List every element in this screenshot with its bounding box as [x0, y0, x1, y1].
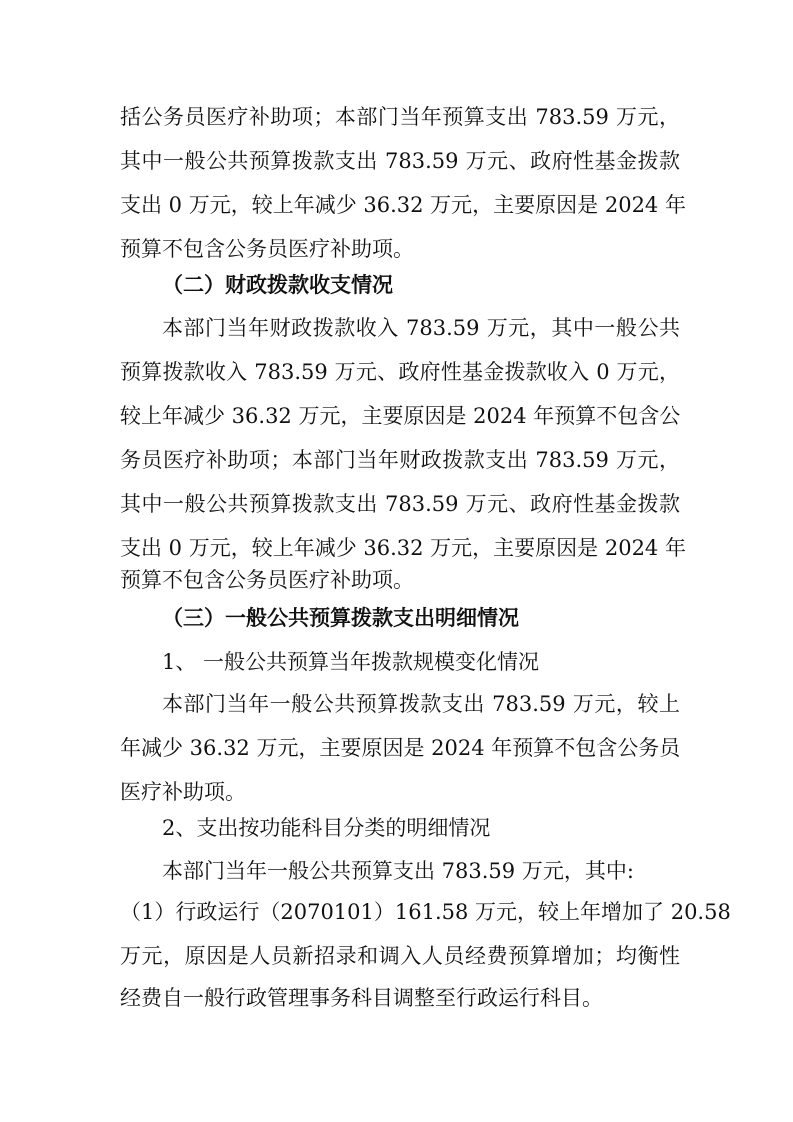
- paragraph-line: 其中一般公共预算拨款支出 783.59 万元、政府性基金拨款: [120, 149, 680, 173]
- paragraph-line: 经费自一般行政管理事务科目调整至行政运行科目。: [120, 986, 603, 1010]
- subheading-2: 2、支出按功能科目分类的明细情况: [162, 816, 491, 840]
- paragraph-line: 其中一般公共预算拨款支出 783.59 万元、政府性基金拨款: [120, 492, 680, 516]
- paragraph-line: 预算不包含公务员医疗补助项。: [120, 237, 414, 261]
- paragraph-line: 预算不包含公务员医疗补助项。: [120, 568, 414, 592]
- paragraph-line: 年减少 36.32 万元，主要原因是 2024 年预算不包含公务员: [120, 736, 681, 760]
- paragraph-line: （1）行政运行（2070101）161.58 万元，较上年增加了 20.58: [120, 900, 731, 924]
- paragraph-line: 万元，原因是人员新招录和调入人员经费预算增加；均衡性: [120, 944, 680, 968]
- paragraph-line: 务员医疗补助项；本部门当年财政拨款支出 783.59 万元，: [120, 448, 680, 472]
- paragraph-line: 支出 0 万元，较上年减少 36.32 万元，主要原因是 2024 年: [120, 193, 686, 217]
- subheading-1: 1、 一般公共预算当年拨款规模变化情况: [162, 650, 540, 674]
- paragraph-line: 支出 0 万元，较上年减少 36.32 万元，主要原因是 2024 年: [120, 536, 686, 560]
- paragraph-line: 较上年减少 36.32 万元，主要原因是 2024 年预算不包含公: [120, 404, 681, 428]
- paragraph-line: 本部门当年财政拨款收入 783.59 万元，其中一般公共: [162, 316, 680, 340]
- paragraph-line: 括公务员医疗补助项；本部门当年预算支出 783.59 万元，: [120, 105, 680, 129]
- paragraph-line: 预算拨款收入 783.59 万元、政府性基金拨款收入 0 万元，: [120, 360, 680, 384]
- paragraph-line: 医疗补助项。: [120, 780, 246, 804]
- section-heading-3: （三）一般公共预算拨款支出明细情况: [162, 605, 519, 630]
- paragraph-line: 本部门当年一般公共预算支出 783.59 万元，其中:: [162, 859, 634, 883]
- paragraph-line: 本部门当年一般公共预算拨款支出 783.59 万元，较上: [162, 692, 680, 716]
- section-heading-2: （二）财政拨款收支情况: [162, 272, 393, 297]
